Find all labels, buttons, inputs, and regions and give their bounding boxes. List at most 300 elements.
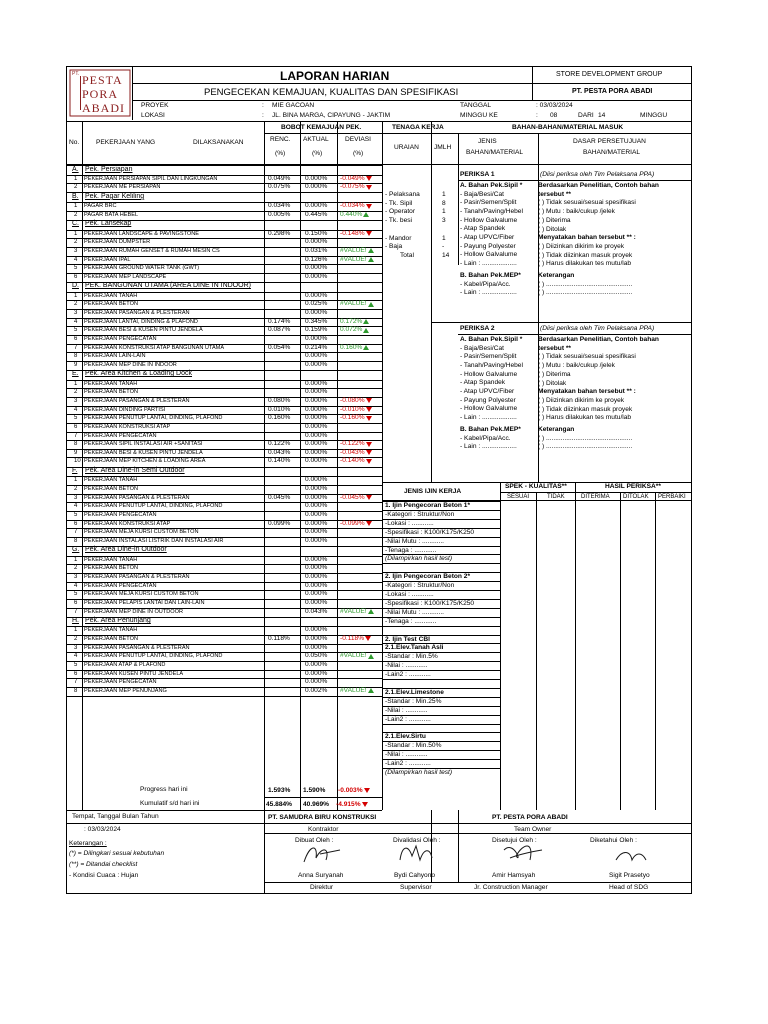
izin-sub-header: PERBAIKI [658,494,686,500]
izin-sub-header: SESUAI [507,494,530,500]
item-number: 2 [74,485,78,492]
izin-line: 1. Ijin Pengecoran Beton 1* [385,502,471,509]
bahan-mep-title: B. Bahan Pek.MEP* [460,271,521,279]
signer-3-role: Jr. Construction Manager [474,884,548,891]
divalidasi-label: Divalidasi Oleh : [393,837,441,844]
persetujuan-line: Berdasarkan Penelitian, Contoh bahan [538,336,659,343]
deviasi-text: -0.140% [340,457,365,465]
lokasi-colon: : [262,112,264,119]
persetujuan-line: Berdasarkan Penelitian, Contoh bahan [538,182,659,189]
bahan-sipil-item: - Atap UPVC/Fiber [460,388,515,395]
col-renc-header: RENC. [270,136,291,143]
item-aktual: 0.000% [305,440,328,448]
item-aktual: 0.000% [305,528,328,536]
item-renc: 0.005% [268,210,291,218]
item-deviasi [340,440,372,448]
logo-pora: PORA [82,87,119,101]
tenaga-jumlah: - [442,243,445,251]
section-title: Pek. Area Dine-in Outdoor [85,546,167,554]
item-name: PEKERJAAN MEP DINE IN OUTDOOR [84,608,184,615]
item-number: 4 [74,256,78,263]
item-name: PEKERJAAN BETON [84,389,138,396]
persetujuan-line: ( ) Tidak diizinkan masuk proyek [538,251,633,259]
item-number: 2 [74,211,78,218]
item-aktual: 0.000% [305,590,328,598]
keterangan-1: (*) = Dilingkari sesuai kebutuhan [69,850,165,857]
company-name: PT. PESTA PORA ABADI [572,88,653,95]
minggu-label: MINGGU KE [460,112,498,119]
izin-row-rule [382,626,500,627]
item-deviasi [340,344,369,352]
item-number: 6 [74,335,78,342]
deviasi-text: 0.072% [340,326,363,334]
izin-line: -Standar : Min.5% [385,653,438,661]
item-deviasi [340,406,372,414]
item-deviasi [340,414,372,422]
item-aktual: 0.126% [305,255,328,263]
item-name: PEKERJAAN GROUND WATER TANK (GWT) [84,265,200,272]
item-number: 4 [74,582,78,589]
item-aktual: 0.000% [305,660,328,668]
item-name: PEKERJAAN PASANGAN & PLESTERAN [84,397,190,404]
item-deviasi [340,230,372,238]
keterangan-2: (**) = Ditandai checklist [69,861,138,868]
tenaga-uraian: - Pelaksana [385,191,420,198]
izin-line: -Tenaga : ............ [385,546,437,554]
section-code: G. [72,546,80,554]
item-renc: 0.043% [268,448,291,456]
item-aktual: 0.000% [305,414,328,422]
deviasi-text: -0.049% [340,174,365,182]
izin-line: -Spesifikasi : K100/K175/K250 [385,528,475,536]
item-name: PEKERJAAN TANAH [84,292,138,299]
deviasi-text: -0.045% [340,493,365,501]
signer-1-role: Direktur [310,884,334,891]
item-aktual: 0.000% [305,572,328,580]
item-aktual: 0.000% [305,431,328,439]
bahan-mep-item: - Kabel/Pipa/Acc. [460,280,511,288]
item-name: PEKERJAAN PENGECATAN [84,432,157,439]
izin-line: -Spesifikasi : K100/K175/K250 [385,599,475,607]
arrow-down-icon [366,231,372,236]
signature-drawing [300,840,346,868]
persetujuan-line: tersebut ** [538,344,571,352]
item-number: 5 [74,661,78,668]
item-aktual: 0.000% [305,678,328,686]
proyek-value: MIE GACOAN [272,102,315,109]
item-name: PEKERJAAN IPAL [84,256,131,263]
periksa-note: (Diisi periksa oleh Tim Pelaksana PPA) [540,325,655,332]
group-name: STORE DEVELOPMENT GROUP [556,71,663,78]
persetujuan-line: tersebut ** [538,190,571,198]
izin-line: -Standar : Min.25% [385,697,442,705]
item-aktual: 0.000% [305,484,328,492]
item-aktual: 0.002% [305,686,328,694]
title-rule [132,83,532,84]
rule-line [264,797,382,798]
persetujuan-line: ( ) Diterima [538,370,571,378]
item-number: 5 [74,511,78,518]
item-aktual: 0.000% [305,493,328,501]
deviasi-text: -0.034% [340,202,365,210]
item-number: 7 [74,529,78,536]
minggu-value: 08 [550,112,558,119]
signer-4-name: Sigit Prasetyo [609,872,650,879]
persetujuan-line: ( ) Mutu : baik/cukup /jelek [538,208,615,216]
item-aktual: 0.000% [305,396,328,404]
persetujuan-line: ( ) Tidak diizinkan masuk proyek [538,405,633,413]
persetujuan-line: Menyatakan bahan tersebut ** : [538,388,636,396]
tenaga-uraian: - Tk. Sipil [385,199,413,207]
item-renc: 0.140% [268,457,291,465]
item-number: 3 [74,397,78,404]
izin-row-rule [382,563,500,564]
item-aktual: 0.000% [305,626,328,634]
column-line [655,492,656,810]
logo-pt: PT. [72,71,80,77]
item-deviasi [340,300,374,308]
owner-company: PT. PESTA PORA ABADI [492,814,568,821]
persetujuan-line: ( ) Diizinkan dikirim ke proyek [538,242,625,250]
izin-line: -Kategori : Struktur/Non [385,510,455,518]
deviasi-text: -0.122% [340,440,365,448]
item-aktual: 0.000% [305,634,328,642]
bahan-sipil-item: - Pasir/Semen/Split [460,199,517,207]
izin-line: -Lain2 : ............ [385,715,431,723]
item-renc: 0.010% [268,405,291,413]
arrow-up-icon [363,319,369,324]
item-deviasi [340,318,369,326]
signature-drawing [500,838,546,866]
item-deviasi [340,457,372,465]
item-number: 1 [74,292,78,299]
item-deviasi [340,256,374,264]
lokasi-label: LOKASI [141,112,165,119]
item-number: 1 [74,230,78,237]
tanggal-value: : 03/03/2024 [536,102,573,109]
item-aktual: 0.000% [305,564,328,572]
item-number: 6 [74,599,78,606]
kontraktor-role: Kontraktor [308,826,339,833]
item-name: PEKERJAAN KONSTRUKSI ATAP [84,423,171,430]
item-number: 4 [74,406,78,413]
item-name: PEKERJAAN SIPIL INSTALASI AIR +SANITASI [84,441,203,448]
column-line [337,121,338,810]
col-dasar2-header: BAHAN/MATERIAL [583,149,641,156]
item-name: PEKERJAAN KUSEN PINTU JENDELA [84,670,184,677]
item-number: 9 [74,449,78,456]
item-renc: 0.075% [268,183,291,191]
persetujuan-line: ( ) Tidak sesuai/sesuai spesifikasi [538,199,636,207]
item-aktual: 0.000% [305,519,328,527]
item-number: 7 [74,432,78,439]
bahan-sipil-item: - Tanah/Paving/Hebel [460,361,523,369]
item-aktual: 0.043% [305,607,328,615]
item-name: PEKERJAAN MEP DINE IN INDOOR [84,361,177,368]
item-name: PEKERJAAN TANAH [84,477,138,484]
periksa-note: (Diisi periksa oleh Tim Pelaksana PPA) [540,171,655,178]
col-renc-unit: (%) [275,150,286,157]
item-renc: 0.122% [268,440,291,448]
item-deviasi [340,211,369,219]
deviasi-text: -0.160% [340,414,365,422]
footer-tanggal: : 03/03/2024 [84,826,121,833]
item-name: PEKERJAAN BESI & KUSEN PINTU JENDELA [84,327,203,334]
col-bahan-material-header: BAHAN/MATERIAL [466,149,524,156]
kontraktor-company: PT. SAMUDRA BIRU KONSTRUKSI [268,814,377,821]
arrow-up-icon [368,688,374,693]
item-deviasi [340,608,374,616]
col-no-header: No. [69,139,80,146]
rule-line [264,882,692,883]
item-name: PEKERJAAN PENUTUP LANTAI, DINDING, PLAFOND [84,415,223,422]
section-title: Pek. Area Dine-in Semi Outdoor [85,467,185,475]
item-aktual: 0.000% [305,405,328,413]
item-deviasi [340,652,374,660]
bahan-sipil-item: - Hollow Galvalume [460,251,518,259]
item-aktual: 0.000% [305,174,328,182]
persetujuan-line: ( ) Mutu : baik/cukup /jelek [538,362,615,370]
item-number: 6 [74,670,78,677]
kumulatif-label: Kumulatif s/d hari ini [140,800,200,807]
progress-label: Progress hari ini [140,786,188,793]
item-number: 4 [74,503,78,510]
item-number: 2 [74,239,78,246]
item-name: PEKERJAAN PENUTUP LANTAI, DINDING, PLAFOND [84,503,223,510]
item-renc: 0.054% [268,343,291,351]
item-aktual: 0.150% [305,229,328,237]
col-dasar-header: DASAR PERSETUJUAN [573,138,646,145]
column-line [264,810,265,893]
item-name: PEKERJAAN INSTALASI LISTRIK DAN INSTALASI AIR [84,537,224,544]
item-aktual: 0.000% [305,238,328,246]
arrow-down-icon [365,636,371,641]
bahan-sipil-item: - Tanah/Paving/Hebel [460,207,523,215]
section-code: E. [72,370,79,378]
bahan-mep-item: - Lain : ................... [460,443,517,451]
deviasi-text: -0.080% [340,396,365,404]
item-name: PEKERJAAN BESI & KUSEN PINTU JENDELA [84,449,203,456]
item-aktual: 0.000% [305,352,328,360]
arrow-down-icon [366,204,372,209]
item-renc: 0.049% [268,174,291,182]
izin-line: -Kategori : Struktur/Non [385,582,455,590]
item-name: PEKERJAAN ATAP & PLAFOND [84,661,166,668]
page-subtitle: PENGECEKAN KEMAJUAN, KUALITAS DAN SPESIFIKASI [204,87,459,98]
item-renc: 0.034% [268,202,291,210]
item-number: 5 [74,415,78,422]
item-deviasi [340,449,372,457]
deviasi-text: #VALUE! [340,300,367,308]
item-number: 10 [74,458,81,465]
col-aktual-unit: (%) [312,150,323,157]
item-aktual: 0.025% [305,300,328,308]
izin-line: 2.1.Elev.Limestone [385,688,444,696]
column-line [264,121,265,810]
item-name: PEKERJAAN MEP PENUNJANG [84,687,167,694]
item-renc: 0.099% [268,519,291,527]
kumulatif-deviasi: -4.915% [336,801,368,809]
item-aktual: 0.000% [305,510,328,518]
column-line [82,121,83,810]
item-number: 7 [74,608,78,615]
item-name: PEKERJAAN LANDSCAPE & PAVINGSTONE [84,230,200,237]
tenaga-uraian: - Tk. besi [385,217,412,225]
persetujuan-line: Menyatakan bahan tersebut ** : [538,234,636,242]
diketahui-label: Diketahui Oleh : [590,837,637,844]
bahan-sipil-item: - Lain : ................... [460,414,517,422]
bahan-sipil-item: - Pasir/Semen/Split [460,353,517,361]
arrow-down-icon [366,442,372,447]
rule-line [431,322,692,323]
keterangan-label: Keterangan : [69,840,107,847]
item-name: PEKERJAAN MEJA KURSI CUSTOM BETON [84,529,199,536]
col-tenaga-header: TENAGA KERJA [392,124,444,131]
column-line [458,133,459,265]
tenaga-jumlah: 1 [442,191,446,198]
item-deviasi [340,494,372,502]
izin-line: -Lokasi : ............ [385,591,434,598]
rule-line [264,133,382,134]
tanggal-label: TANGGAL [460,102,492,109]
section-title: Pek. Area Kitchen & Loading Dock [85,370,193,378]
item-number: 4 [74,318,78,325]
signer-2-name: Bydi Cahyono [394,872,436,879]
tenaga-jumlah: 8 [442,199,446,207]
tenaga-uraian: - Baja [385,243,403,251]
item-number: 3 [74,644,78,651]
item-name: PEKERJAAN LAIN-LAIN [84,353,146,360]
item-number: 3 [74,309,78,316]
item-aktual: 0.000% [305,379,328,387]
kumulatif-aktual: 40.969% [303,801,330,808]
item-number: 6 [74,423,78,430]
item-aktual: 0.000% [305,183,328,191]
bahan-sipil-item: - Hollow Galvalume [460,216,518,224]
izin-line: -Nilai Mutu : ............ [385,537,444,545]
izin-line: -Nilai : ............ [385,706,428,714]
item-name: PEKERJAAN MEP KITCHEN & LOADING AREA [84,458,206,465]
logo-pesta: PESTA [82,73,123,87]
item-aktual: 0.000% [305,202,328,210]
tenaga-jumlah: 3 [442,217,446,225]
item-number: 9 [74,361,78,368]
item-name: PAGAR BRC [84,203,117,210]
persetujuan-line: ( ) Harus dilakukan tes mutu/lab [538,260,632,268]
col-deviasi-header: DEVIASI [345,136,372,143]
item-name: PEKERJAAN PERSIAPAN SIPIL DAN LINGKUNGAN [84,175,218,182]
item-name: PEKERJAAN BETON [84,565,138,572]
izin-line: 2. Ijin Pengecoran Beton 2* [385,573,471,581]
dari-value: 14 [598,112,606,119]
item-number: 2 [74,635,78,642]
arrow-up-icon [363,212,369,217]
arrow-up-icon [368,609,374,614]
progress-deviasi: -0.003% [338,787,370,795]
izin-line: (Dilampirkan hasil test) [385,769,453,776]
item-number: 3 [74,573,78,580]
item-deviasi [340,247,374,255]
izin-line: -Nilai : ............ [385,751,428,759]
bahan-mep-item: - Lain : ................... [460,289,517,297]
arrow-up-icon [368,248,374,253]
item-number: 8 [74,687,78,694]
deviasi-text: 0.160% [340,343,363,351]
dari-label: DARI [578,112,594,119]
item-renc: 0.174% [268,317,291,325]
tenaga-jumlah: 1 [442,208,446,216]
item-name: PAGAR BATA HEBEL [84,211,139,218]
tenaga-uraian: - Operator [385,208,416,216]
keterangan-3: - Kondisi Cuaca : Hujan [69,872,139,879]
item-number: 2 [74,389,78,396]
kumulatif-renc: 45.884% [266,801,293,808]
izin-line: 2. Ijin Test CBI [385,635,430,643]
item-number: 2 [74,184,78,191]
progress-aktual: 1.590% [303,787,326,794]
deviasi-text: 0.440% [340,210,363,218]
item-name: PEKERJAAN BETON [84,301,138,308]
item-number: 3 [74,494,78,501]
item-name: PEKERJAAN MEP LANDSCAPE [84,273,167,280]
item-aktual: 0.000% [305,388,328,396]
bahan-sipil-item: - Payung Polyester [460,396,516,404]
bahan-sipil-title: A. Bahan Pek.Sipil * [460,182,523,189]
tenaga-jumlah: 14 [442,251,450,259]
item-number: 1 [74,627,78,634]
column-line [620,492,621,810]
item-number: 1 [74,203,78,210]
col-uraian-header: URAIAN [394,144,419,151]
item-aktual: 0.000% [305,264,328,272]
rule-line [67,696,382,697]
arrow-down-icon [366,407,372,412]
item-deviasi [340,183,372,191]
item-number: 8 [74,537,78,544]
item-aktual: 0.000% [305,581,328,589]
arrow-down-icon [366,176,372,181]
section-code: F. [72,467,78,475]
periksa-title: PERIKSA 2 [460,325,495,332]
rule-line [264,810,382,811]
persetujuan-line: ( ) Diizinkan dikirim ke proyek [538,396,625,404]
arrow-down-icon [366,459,372,464]
dibuat-label: Dibuat Oleh : [295,837,334,844]
tenaga-uraian: - Mandor [385,234,412,242]
item-aktual: 0.159% [305,326,328,334]
arrow-up-icon [363,328,369,333]
item-number: 8 [74,353,78,360]
bahan-sipil-item: - Hollow Galvalume [460,405,518,413]
item-number: 1 [74,380,78,387]
col-bahan-header: BAHAN-BAHAN/MATERIAL MASUK [512,124,624,131]
item-number: 5 [74,265,78,272]
section-code: C. [72,220,79,228]
item-name: PEKERJAAN BETON [84,635,138,642]
arrow-down-icon [366,450,372,455]
tenaga-uraian: Total [400,251,414,259]
izin-row-rule [382,724,500,725]
bahan-sipil-item: - Payung Polyester [460,242,516,250]
item-name: PEKERJAAN KONSTRUKSI ATAP BANGUNAN UTAMA [84,344,225,351]
persetujuan-line: ( ) Tidak sesuai/sesuai spesifikasi [538,353,636,361]
item-aktual: 0.000% [305,360,328,368]
bahan-sipil-item: - Lain : ................... [460,260,517,268]
item-name: PEKERJAAN ME PERSIAPAN [84,184,161,191]
item-aktual: 0.000% [305,448,328,456]
arrow-up-icon [368,257,374,262]
deviasi-text: #VALUE! [340,607,367,615]
